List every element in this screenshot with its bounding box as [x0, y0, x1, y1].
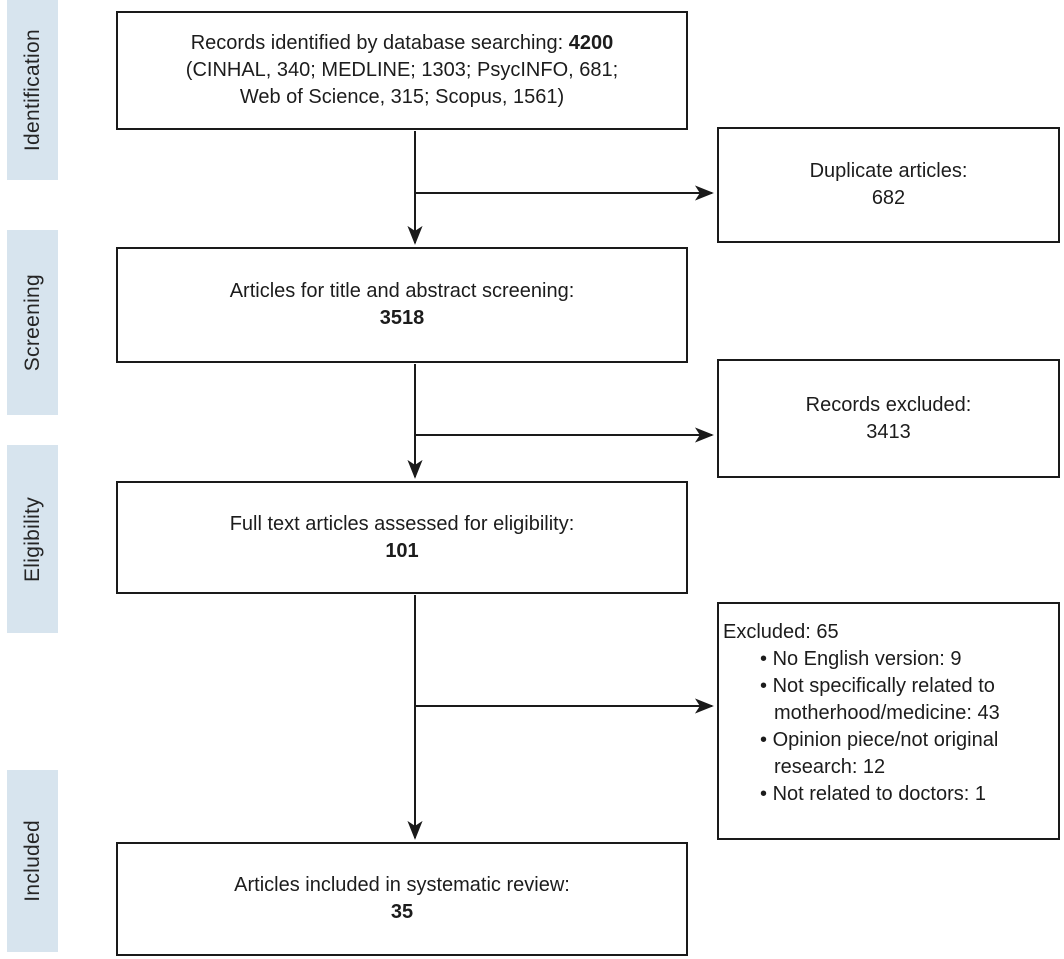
stage-label-text: Screening — [20, 273, 44, 372]
database-detail-line-2: Web of Science, 315; Scopus, 1561) — [239, 86, 565, 108]
stage-label-eligibility — [7, 445, 58, 633]
full-text-assessed-label: Full text articles assessed for eligibility: — [229, 512, 575, 535]
stage-label-text: Identification — [20, 28, 44, 152]
title-abstract-screening-label: Articles for title and abstract screening: — [229, 280, 575, 302]
stage-label-text: Included — [20, 820, 44, 902]
records-identified-count: 4200 — [568, 32, 614, 54]
excluded-reason-item: • Not related to doctors: 1 — [760, 781, 1056, 808]
full-text-assessed-count: 101 — [385, 539, 419, 562]
title-abstract-screening-box — [116, 247, 688, 363]
records-excluded-box — [717, 359, 1060, 478]
title-abstract-screening-count: 3518 — [379, 307, 425, 329]
included-in-review-label: Articles included in systematic review: — [234, 874, 570, 896]
excluded-reason-item: • Not specifically related to motherhood/medicine: 43 — [760, 673, 1056, 727]
database-detail-line-1: (CINHAL, 340; MEDLINE; 1303; PsycINFO, 681; — [185, 59, 619, 81]
duplicate-articles-count: 682 — [871, 187, 906, 209]
full-text-assessed-box — [116, 481, 688, 594]
included-in-review-count: 35 — [390, 901, 414, 923]
records-excluded-count: 3413 — [866, 420, 911, 443]
excluded-reasons-title: Excluded: 65 — [723, 621, 839, 643]
stage-label-included — [7, 770, 58, 952]
duplicate-articles-box — [717, 127, 1060, 243]
records-identified-line — [118, 30, 686, 57]
records-identified-label: Records identified by database searching: — [190, 32, 564, 54]
excluded-reason-item: • No English version: 9 — [760, 646, 1056, 673]
included-in-review-box — [116, 842, 688, 956]
excluded-reasons-list — [723, 646, 1056, 808]
excluded-reasons-box — [717, 602, 1060, 840]
duplicate-articles-label: Duplicate articles: — [809, 160, 968, 182]
records-excluded-label: Records excluded: — [805, 393, 972, 416]
stage-label-identification — [7, 0, 58, 180]
stage-label-text: Eligibility — [20, 496, 44, 582]
excluded-reason-item: • Opinion piece/not original research: 12 — [760, 727, 1056, 781]
records-identified-box — [116, 11, 688, 130]
stage-label-screening — [7, 230, 58, 415]
